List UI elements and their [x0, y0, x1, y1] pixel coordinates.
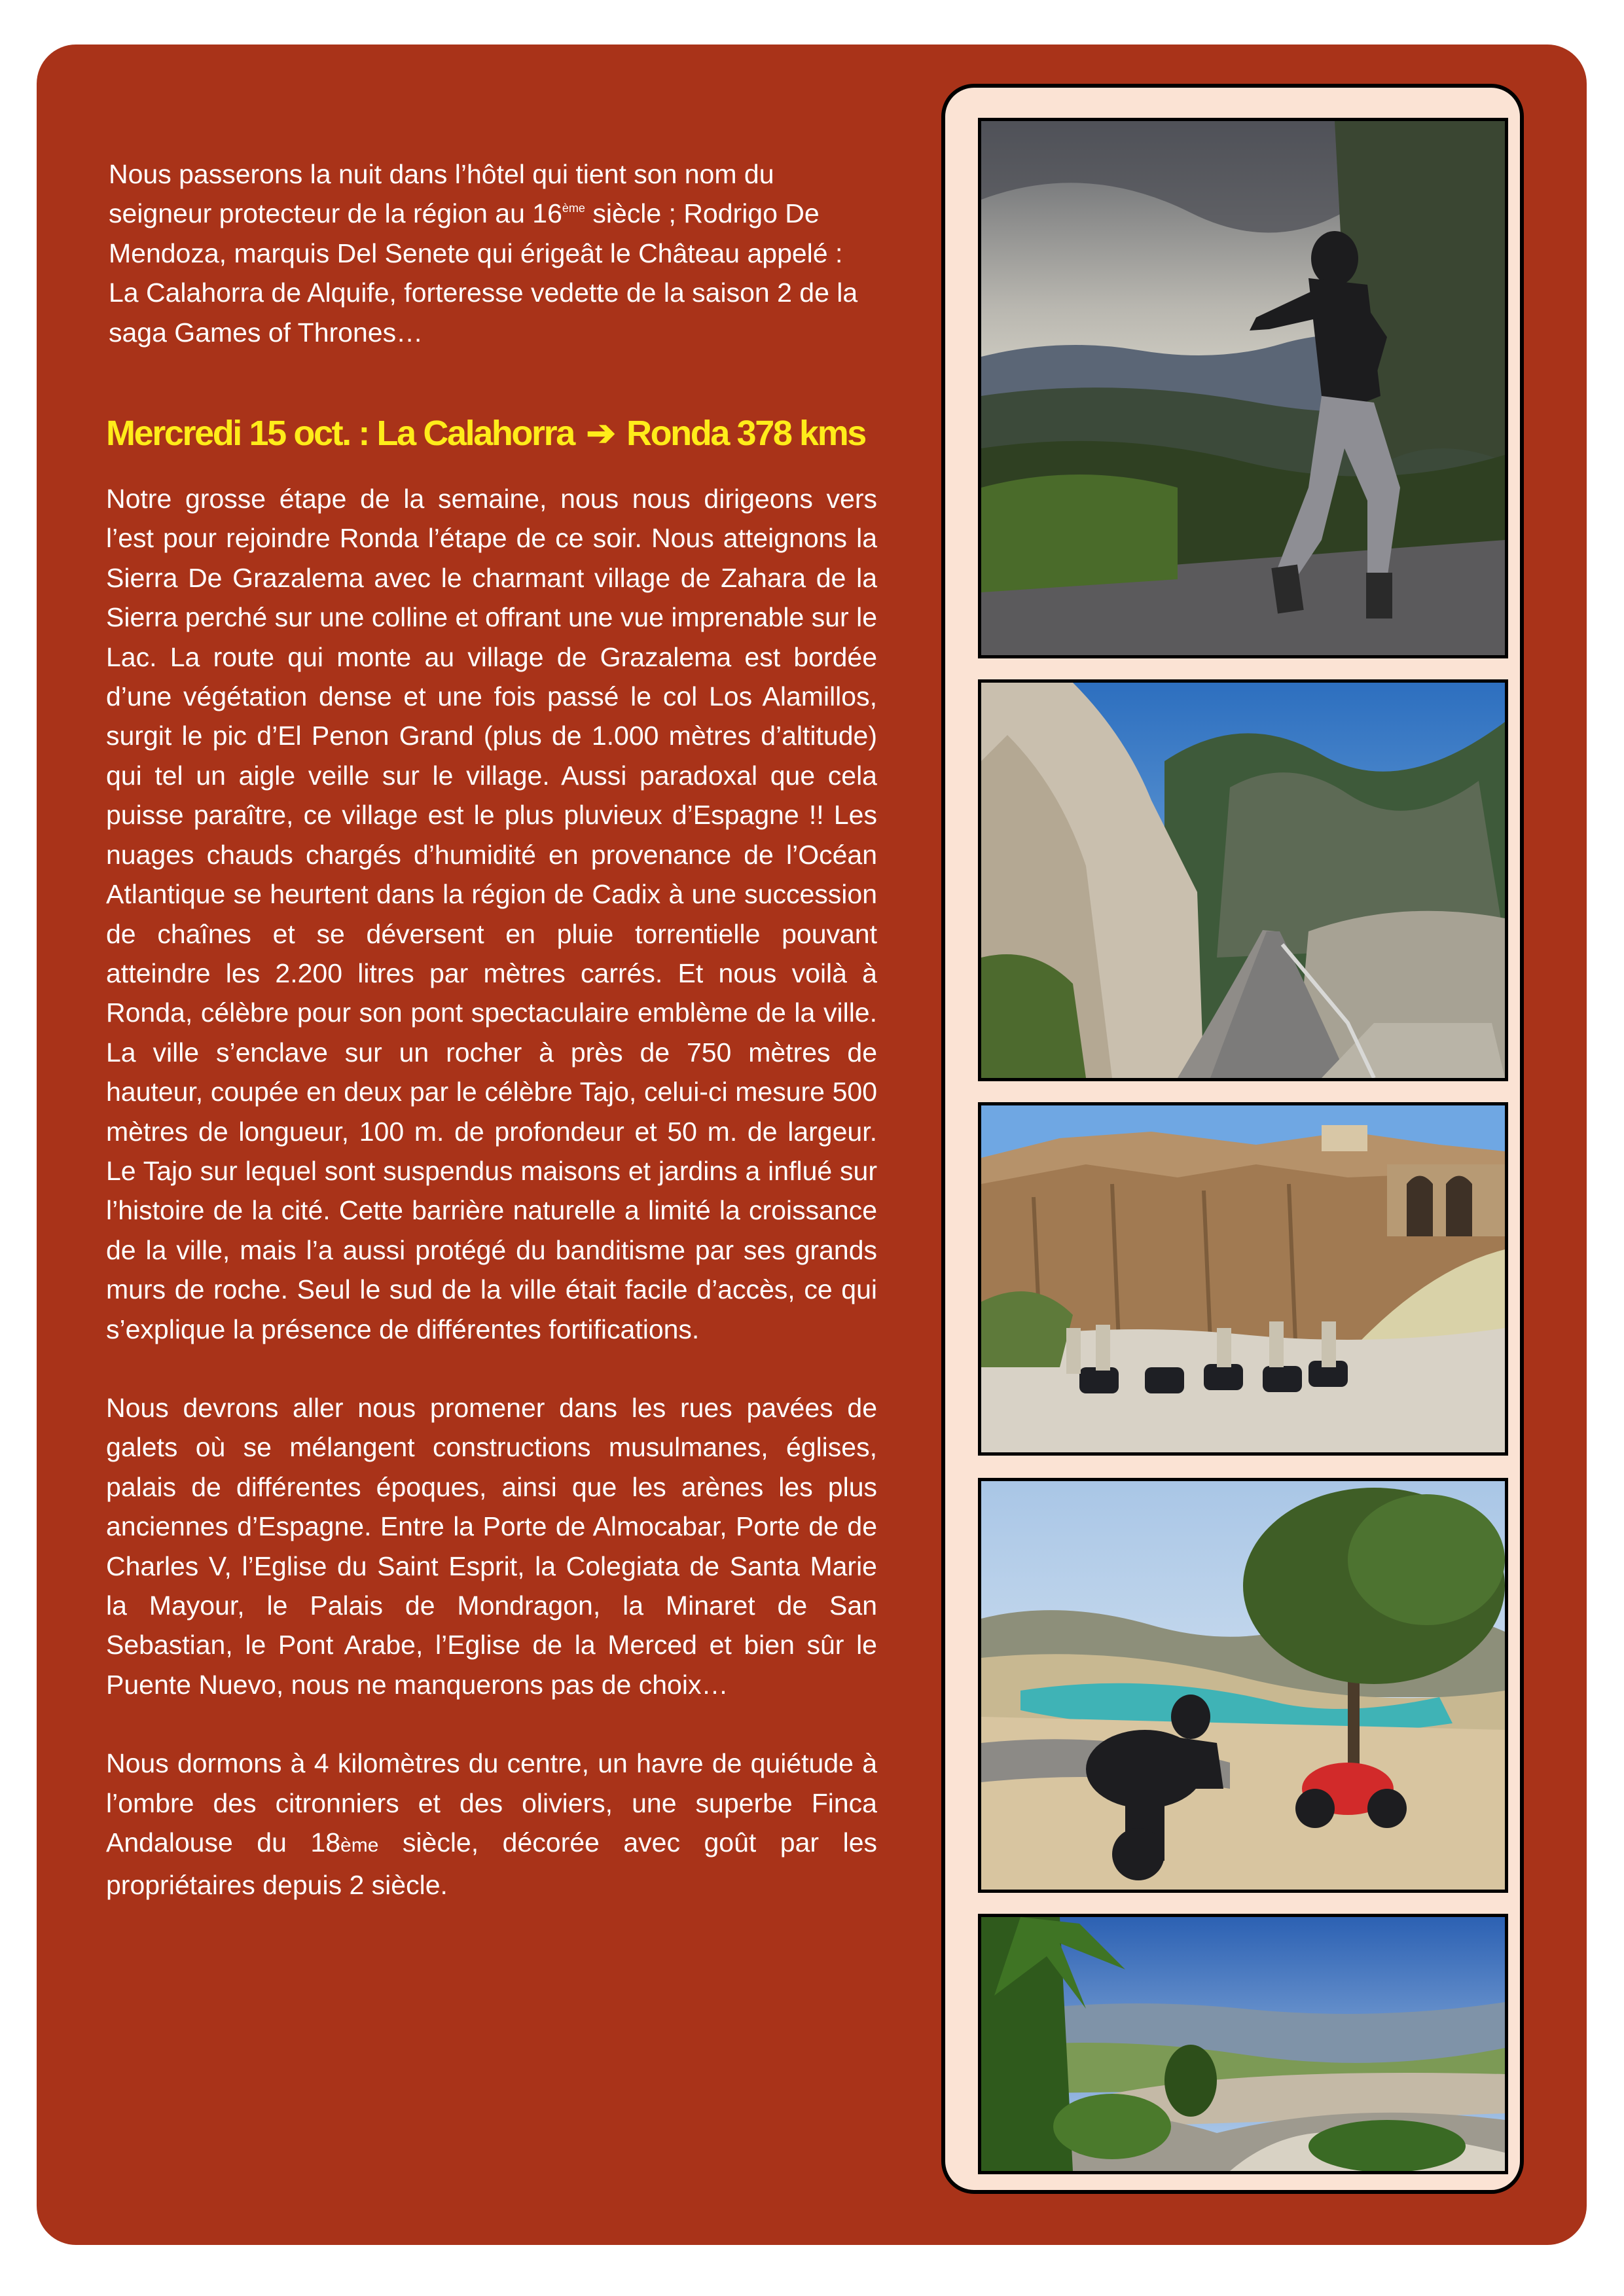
ronda-visit-paragraph: Nous devrons aller nous promener dans les rues pavées de galets où se mélangent constructions musulmanes, églises, palais de différentes époques, ainsi que les arènes les plus anciennes d’Espagne. Entre la Porte de Almocabar, Porte de de Charles V, l’Eglise du Saint Esprit, la Colegiata de Santa Marie la Mayour, le Palais de Mondragon, la Minaret de San Sebastian, le Pont Arabe, l’Eglise de la Merced et bien sûr le Puente Nuevo, nous ne manquerons pas de choix… [106, 1392, 877, 1700]
paragraph-spacer [106, 1349, 877, 1388]
photo-canyon-road [978, 679, 1508, 1081]
lodging-paragraph [106, 1744, 877, 1905]
article-text-column [106, 154, 877, 1905]
lodging-text-part1: Nous dormons à 4 kilomètres du centre, un havre de quiétude à l’ombre des citronniers et des oliviers, une superbe Finca Andalouse du 18 [106, 1748, 877, 1858]
arrow-right-icon: ➔ [586, 414, 615, 454]
photo-lake-tree-motorcycles [978, 1478, 1508, 1893]
photo-finca-garden-panorama [978, 1914, 1508, 2174]
intro-paragraph [106, 154, 877, 352]
heading-destination: Ronda 378 kms [626, 414, 865, 454]
lodging-superscript: ème [340, 1835, 379, 1857]
heading-origin: Mercredi 15 oct. : La Calahorra [106, 414, 574, 454]
photo-ronda-bridge-motorcycles [978, 1102, 1508, 1456]
intro-text-part1: Nous passerons la nuit dans l’hôtel qui tient son nom du seigneur protecteur de la région au 16 [109, 159, 774, 229]
intro-superscript: ème [562, 202, 585, 215]
intro-text-part2: siècle ; Rodrigo De Mendoza, marquis Del Senete qui érigeât le Château appelé : La Calahorra de Alquife, forteresse vedette de la saison 2 de la saga Games of Thrones… [109, 198, 858, 348]
photo-rider-sunset-lake [978, 118, 1508, 658]
paragraph-spacer [106, 1704, 877, 1744]
day-heading [106, 410, 877, 457]
route-paragraph: Notre grosse étape de la semaine, nous nous dirigeons vers l’est pour rejoindre Ronda l’étape de ce soir. Nous atteignons la Sierra De Grazalema avec le charmant village de Zahara de la Sierra perché sur une colline et offrant une vue imprenable sur le Lac. La route qui monte au village de Grazalema est bordée d’une végétation dense et une fois passé le col Los Alamillos, surgit le pic d’El Penon Grand (plus de 1.000 mètres d’altitude) qui tel un aigle veille sur le village. Aussi paradoxal que cela puisse paraître, ce village est le plus pluvieux d’Espagne !! Les nuages chauds chargés d’humidité en provenance de l’Océan Atlantique se heurtent dans la région de Cadix à une succession de chaînes et se déversent en pluie torrentielle pouvant atteindre les 2.200 litres par mètres carrés. Et nous voilà à Ronda, célèbre pour son pont spectaculaire emblème de la ville. La ville s’enclave sur un rocher à près de 750 mètres de hauteur, coupée en deux par le célèbre Tajo, celui-ci mesure 500 mètres de longueur, 100 m. de profondeur et 50 m. de largeur. Le Tajo sur lequel sont suspendus maisons et jardins a influé sur l’histoire de la cité. Cette barrière naturelle a limité la croissance de la ville, mais l’a aussi protégé du banditisme par ses grands murs de roche. Seul le sud de la ville était facile d’accès, ce qui s’explique la présence de différentes fortifications. [106, 484, 877, 1344]
lodging-text-part2: siècle, décorée avec goût par les propriétaires depuis 2 siècle. [106, 1827, 877, 1901]
